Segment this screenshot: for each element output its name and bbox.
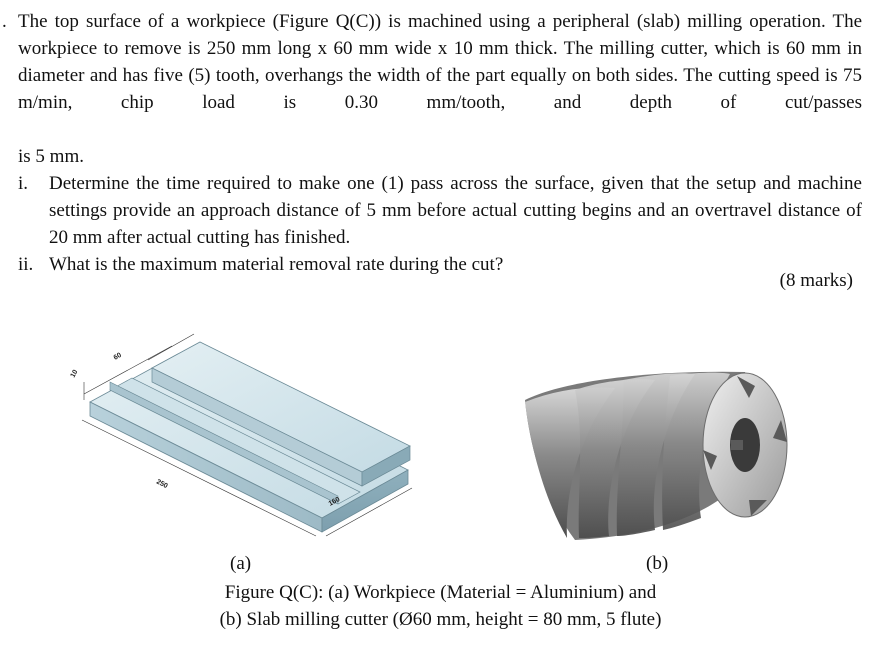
- question-intro: The top surface of a workpiece (Figure Q(C)) is machined using a peripheral (slab) milling operation. The workpiece to remove is 250 mm long x 60 mm wide x 10 mm thick. The milling cutter, which is 60 mm in diameter and has five (5) tooth, overhangs the width of the part equally on both sides. The cutting speed is 75 m/min, chip load is 0.30 mm/tooth, and depth of cut/passes: [18, 11, 862, 113]
- part-text: What is the maximum material removal rate during the cut?: [49, 254, 504, 275]
- dim-length: 250: [155, 478, 169, 491]
- question-part-i: [18, 170, 862, 251]
- question-part-ii: [18, 251, 862, 278]
- marks-label: (8 marks): [779, 270, 853, 291]
- dim-width: 60: [112, 351, 123, 362]
- figure-caption-line1: Figure Q(C): (a) Workpiece (Material = Aluminium) and: [224, 582, 657, 603]
- dim-base-width: 160: [327, 496, 342, 508]
- question-text: [0, 8, 862, 278]
- workpiece-figure: [60, 320, 440, 545]
- question-intro-end: is 5 mm.: [18, 146, 84, 167]
- part-number: ii.: [18, 254, 34, 275]
- milling-cutter-figure: [505, 350, 795, 550]
- part-number: i.: [18, 173, 29, 194]
- figure-caption-line2: (b) Slab milling cutter (Ø60 mm, height = 80 mm, 5 flute): [219, 609, 662, 630]
- figure-label-b: (b): [646, 553, 669, 574]
- question-bullet: .: [2, 11, 7, 32]
- dim-thickness: 10: [69, 368, 80, 379]
- part-text: Determine the time required to make one (1) pass across the surface, given that the setup and machine settings provide an approach distance of 5 mm before actual cutting begins and an overtravel distance of 20 mm after actual cutting has finished.: [49, 173, 862, 248]
- figure-label-a: (a): [230, 553, 252, 574]
